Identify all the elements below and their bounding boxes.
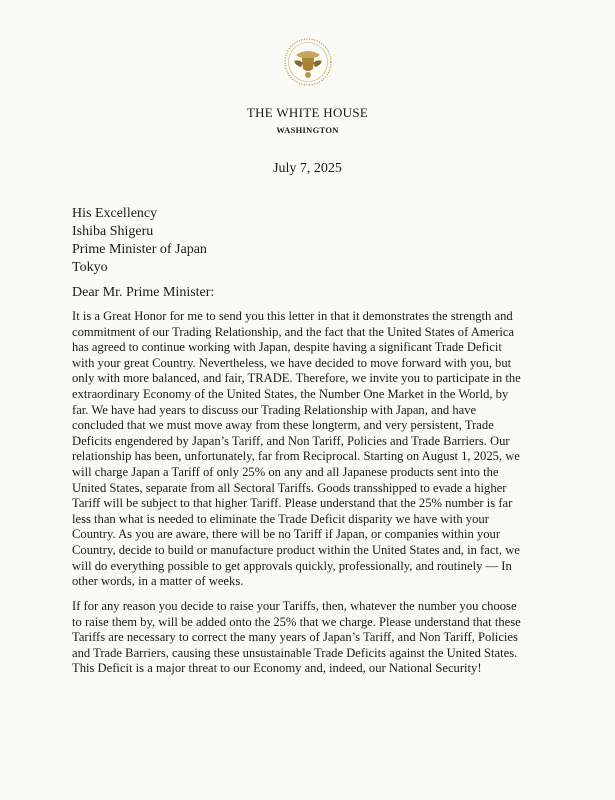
presidential-seal-icon [283,37,333,87]
letterhead-subtitle: WASHINGTON [276,125,339,135]
paragraph-line: far. We have had years to discuss our Trading Relationship with Japan, and have [72,402,477,417]
paragraph-line: and Trade Barriers, causing these unsustainable Trade Deficits against the United States. [72,645,518,660]
recipient-line: His Excellency [72,206,158,221]
paragraph-line: only with more balanced, and fair, TRADE. Therefore, we invite you to participate in the [72,371,521,386]
paragraph-line: Country. As you are aware, there will be no Tariff if Japan, or companies within your [72,527,501,542]
recipient-line: Tokyo [72,260,108,275]
letter-date: July 7, 2025 [273,161,342,176]
letterhead-title: THE WHITE HOUSE [246,105,369,120]
paragraph-line: will charge Japan a Tariff of only 25% on any and all Japanese products sent into the [72,464,499,479]
paragraph-line: Tariff will be subject to that higher Tariff. Please understand that the 25% number is far [72,496,513,511]
paragraph-line: with your great Country. Nevertheless, we have decided to move forward with you, but [72,355,512,370]
paragraph-line: It is a Great Honor for me to send you this letter in that it demonstrates the strength and [72,309,513,323]
paragraph-line: United States, separate from all Sectoral Tariffs. Goods transshipped to evade a higher [72,480,507,495]
paragraph-line: relationship has been, unfortunately, far from Reciprocal. Starting on August 1, 2025, we [72,449,520,464]
paragraph-line: Deficits engendered by Japan’s Tariff, and Non Tariff, Policies and Trade Barriers. Our [72,433,510,448]
paragraph-line: This Deficit is a major threat to our Economy and, indeed, our National Security! [72,661,482,676]
paragraph-line: concluded that we must move away from these longterm, and very persistent, Trade [72,418,494,433]
paragraph-line: less than what is needed to eliminate the Trade Deficit disparity we have with your [72,511,489,526]
paragraph-line: If for any reason you decide to raise your Tariffs, then, whatever the number you choose [72,599,517,613]
paragraph-line: extraordinary Economy of the United States, the Number One Market in the World, by [72,386,509,401]
recipient-line: Prime Minister of Japan [72,242,207,257]
paragraph-line: Tariffs are necessary to correct the many years of Japan’s Tariff, and Non Tariff, Policies [72,630,518,645]
body-paragraph-2 [72,599,521,677]
paragraph-line: has agreed to continue working with Japan, despite having a significant Trade Deficit [72,340,502,355]
paragraph-line: to raise them by, will be added onto the 25% that we charge. Please understand that these [72,614,521,629]
recipient-line: Ishiba Shigeru [72,224,154,239]
paragraph-line: commitment of our Trading Relationship, and the fact that the United States of America [72,324,515,339]
body-paragraph-1 [72,309,521,590]
paragraph-line: Country, decide to build or manufacture product within the United States and, in fact, we [72,542,520,557]
salutation: Dear Mr. Prime Minister: [72,285,215,300]
recipient-address [72,205,207,277]
paragraph-line: other words, in a matter of weeks. [72,574,244,589]
paragraph-line: will do everything possible to get approvals quickly, professionally, and routinely — In [72,558,512,573]
